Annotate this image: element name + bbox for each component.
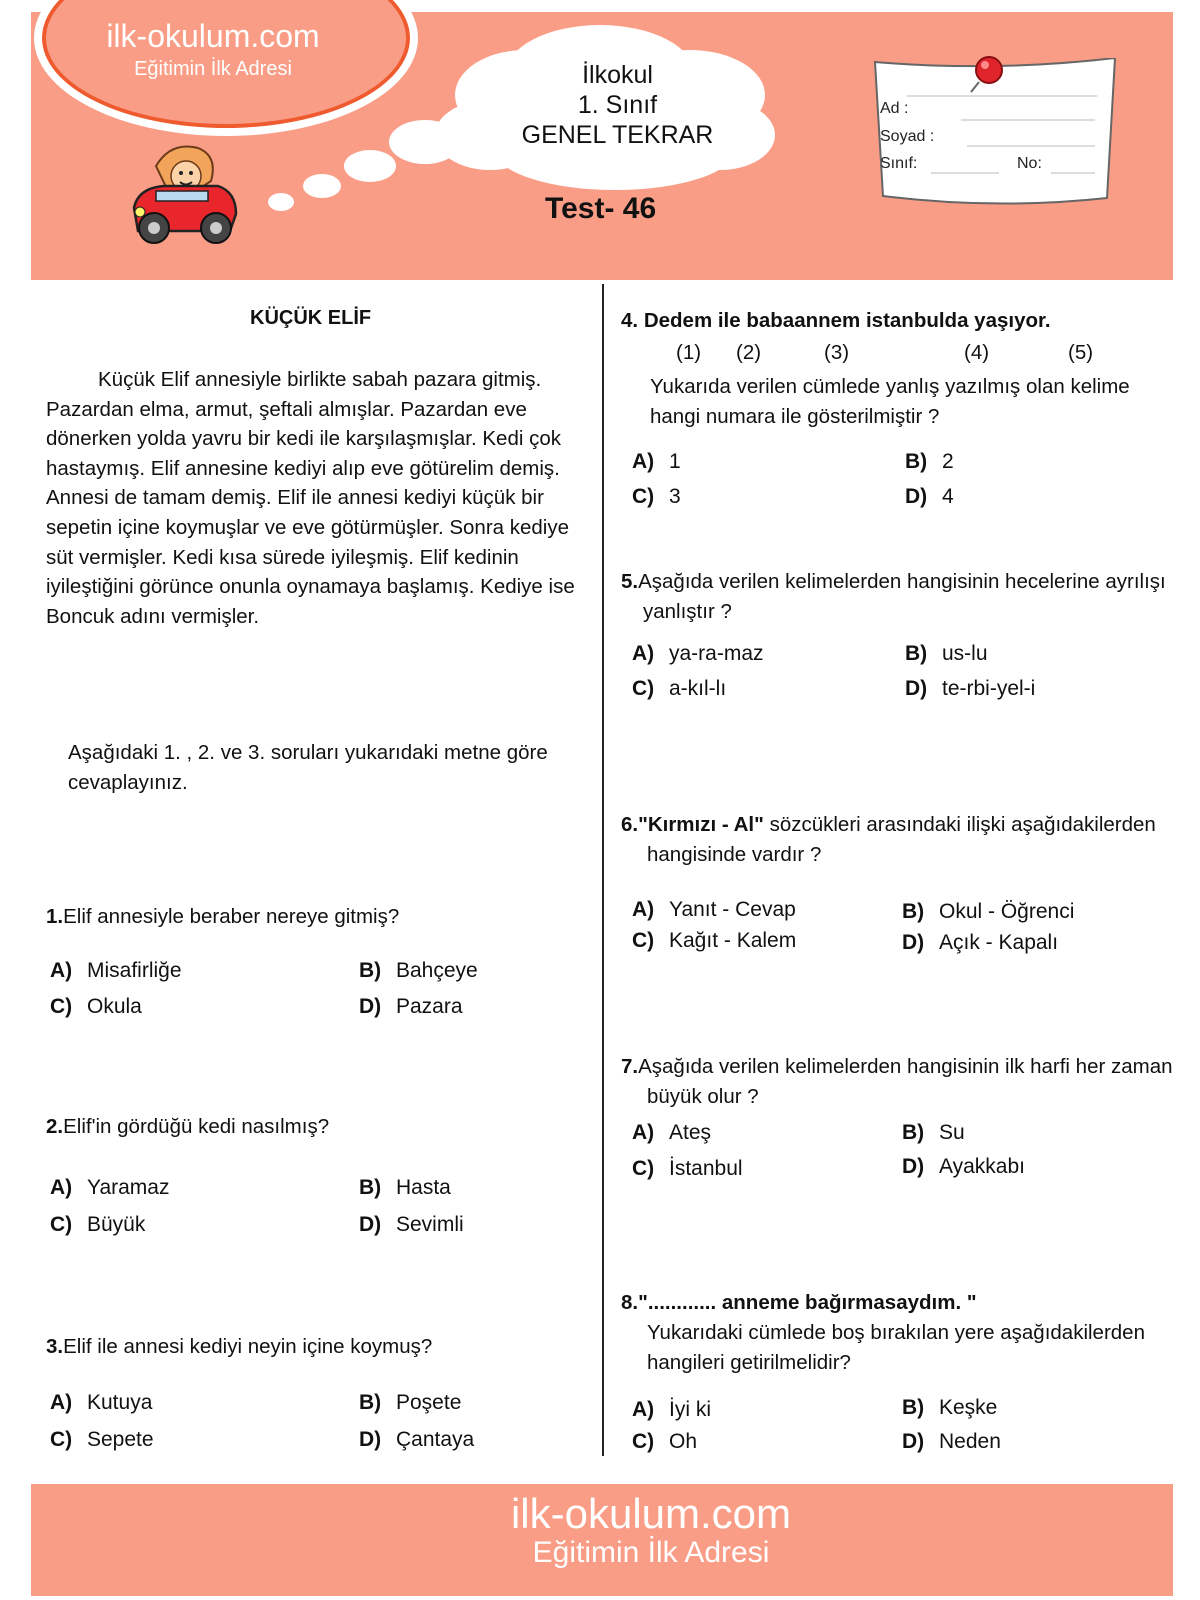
question-number: 2. <box>46 1115 64 1138</box>
option-text: 2 <box>942 450 954 473</box>
question-6-option-b[interactable] <box>902 900 1074 924</box>
question-5-option-c[interactable] <box>632 677 726 701</box>
question-4-option-d[interactable] <box>905 485 954 509</box>
footer-tagline: Eğitimin İlk Adresi <box>532 1536 770 1569</box>
question-4-option-c[interactable] <box>632 485 681 509</box>
option-letter: A) <box>632 1398 655 1421</box>
test-title: Test- 46 <box>545 192 657 225</box>
option-letter: B) <box>359 1176 382 1199</box>
option-text: İstanbul <box>669 1157 743 1180</box>
question-sentence: Dedem ile babaannem istanbulda yaşıyor. <box>643 309 1051 332</box>
option-letter: B) <box>902 900 925 923</box>
option-letter: D) <box>905 485 928 508</box>
option-text: 3 <box>669 485 681 508</box>
option-letter: C) <box>632 485 655 508</box>
question-quote: "............ anneme bağırmasaydım. " <box>638 1291 977 1314</box>
option-letter: C) <box>632 677 655 700</box>
question-text: Aşağıda verilen kelimelerden hangisinin hecelerine ayrılışı yanlıştır ? <box>638 570 1166 623</box>
question-6-option-a[interactable] <box>632 898 796 922</box>
footer-site[interactable]: ilk-okulum.com <box>510 1490 792 1537</box>
question-quote: "Kırmızı - Al" <box>638 813 764 836</box>
option-letter: B) <box>905 450 928 473</box>
option-letter: D) <box>359 995 382 1018</box>
question-number: 4. <box>621 309 639 332</box>
story-text <box>46 365 594 631</box>
option-text: Çantaya <box>396 1428 475 1451</box>
option-text: te-rbi-yel-i <box>942 677 1036 700</box>
story-paragraph: Küçük Elif annesiyle birlikte sabah pazara gitmiş. Pazardan elma, armut, şeftali almışlar. Pazardan eve dönerken yolda yavru bir kedi ile karşılaşmışlar. Kedi çok hastaymış. Elif annesine kediyi alıp eve götürelim demiş. Annesi de tamam demiş. Elif ile annesi kediyi küçük bir sepetin içine koymuşlar ve eve götürmüşler. Sonra kediye süt vermişler. Kedi kısa sürede iyileşmiş. Elif kedinin iyileştiğini görünce onunla oynamaya başlamış. Kediye ise Boncuk adını vermişler. <box>46 368 575 628</box>
option-text: 1 <box>669 450 681 473</box>
option-text: Pazara <box>396 995 463 1018</box>
question-4 <box>621 306 1051 336</box>
question-8 <box>621 1288 1187 1378</box>
pushpin-icon <box>965 52 1009 96</box>
option-text: Sevimli <box>396 1213 464 1236</box>
question-text: Aşağıda verilen kelimelerden hangisinin ilk harfi her zaman büyük olur ? <box>638 1055 1173 1108</box>
question-7 <box>621 1052 1192 1112</box>
question-number: 3. <box>46 1335 64 1358</box>
option-letter: C) <box>632 1157 655 1180</box>
question-4-option-a[interactable] <box>632 450 681 474</box>
option-text: Keşke <box>939 1396 998 1419</box>
question-6-option-d[interactable] <box>902 931 1058 955</box>
question-number: 7. <box>621 1055 639 1078</box>
question-number: 6. <box>621 813 639 836</box>
option-text: Açık - Kapalı <box>939 931 1059 954</box>
question-1-option-d[interactable] <box>359 995 463 1019</box>
question-text: sözcükleri arasındaki ilişki aşağıdakilerden hangisinde vardır ? <box>647 813 1156 866</box>
marker-5: (5) <box>1068 341 1094 364</box>
question-1-option-b[interactable] <box>359 959 478 983</box>
option-text: Sepete <box>87 1428 154 1451</box>
option-letter: A) <box>632 1121 655 1144</box>
question-text: Yukarıdaki cümlede boş bırakılan yere aşağıdakilerden hangileri getirilmelidir? <box>647 1321 1145 1374</box>
question-3-option-c[interactable] <box>50 1428 154 1452</box>
option-letter: C) <box>632 1430 655 1453</box>
question-7-option-c[interactable] <box>632 1157 743 1181</box>
option-text: Kağıt - Kalem <box>669 929 797 952</box>
story-title: KÜÇÜK ELİF <box>250 307 372 329</box>
option-text: ya-ra-maz <box>669 642 764 665</box>
question-1-option-c[interactable] <box>50 995 142 1019</box>
option-text: 4 <box>942 485 954 508</box>
option-letter: C) <box>50 995 73 1018</box>
question-3-option-b[interactable] <box>359 1391 461 1415</box>
option-letter: C) <box>50 1213 73 1236</box>
option-letter: A) <box>50 959 73 982</box>
option-letter: A) <box>632 898 655 921</box>
school-level: İlkokul <box>582 61 653 89</box>
option-text: Okula <box>87 995 142 1018</box>
question-8-option-b[interactable] <box>902 1396 997 1420</box>
question-4-option-b[interactable] <box>905 450 954 474</box>
question-2-option-d[interactable] <box>359 1213 464 1237</box>
option-text: Yanıt - Cevap <box>669 898 796 921</box>
question-3-option-d[interactable] <box>359 1428 474 1452</box>
brand-tagline: Eğitimin İlk Adresi <box>134 58 292 80</box>
question-5-option-b[interactable] <box>905 642 988 666</box>
option-letter: A) <box>50 1176 73 1199</box>
question-text: Elif annesiyle beraber nereye gitmiş? <box>63 905 400 928</box>
question-3 <box>46 1332 432 1362</box>
option-text: Ayakkabı <box>939 1155 1025 1178</box>
option-letter: D) <box>905 677 928 700</box>
question-8-option-d[interactable] <box>902 1430 1001 1454</box>
option-letter: A) <box>632 642 655 665</box>
question-4-prompt: Yukarıda verilen cümlede yanlış yazılmış olan kelime hangi numara ile gösterilmiştir ? <box>650 375 1130 428</box>
car-mascot-illustration <box>126 136 246 251</box>
class-label: Sınıf: <box>880 155 918 172</box>
marker-4: (4) <box>964 341 990 364</box>
question-number: 5. <box>621 570 639 593</box>
option-letter: A) <box>50 1391 73 1414</box>
question-5-option-a[interactable] <box>632 642 764 666</box>
question-5-option-d[interactable] <box>905 677 1035 701</box>
header-subject-block <box>490 60 745 150</box>
question-2 <box>46 1112 329 1142</box>
question-2-option-c[interactable] <box>50 1213 145 1237</box>
marker-1: (1) <box>676 341 702 364</box>
marker-2: (2) <box>736 341 762 364</box>
option-text: Su <box>939 1121 965 1144</box>
option-letter: C) <box>632 929 655 952</box>
option-letter: B) <box>902 1121 925 1144</box>
question-2-option-a[interactable] <box>50 1176 169 1200</box>
question-6 <box>621 810 1187 870</box>
question-7-option-a[interactable] <box>632 1121 711 1145</box>
marker-3: (3) <box>824 341 850 364</box>
column-divider <box>602 284 604 1456</box>
option-letter: D) <box>359 1213 382 1236</box>
option-text: Misafirliğe <box>87 959 182 982</box>
question-6-option-c[interactable] <box>632 929 796 953</box>
option-letter: C) <box>50 1428 73 1451</box>
option-letter: D) <box>359 1428 382 1451</box>
student-info-card <box>871 58 1121 215</box>
option-text: Hasta <box>396 1176 451 1199</box>
question-2-option-b[interactable] <box>359 1176 451 1200</box>
question-7-option-b[interactable] <box>902 1121 965 1145</box>
question-8-option-a[interactable] <box>632 1398 711 1422</box>
option-letter: D) <box>902 1155 925 1178</box>
question-text: Elif ile annesi kediyi neyin içine koymuş? <box>63 1335 433 1358</box>
option-text: Büyük <box>87 1213 146 1236</box>
option-text: Yaramaz <box>87 1176 170 1199</box>
option-letter: D) <box>902 1430 925 1453</box>
option-text: Okul - Öğrenci <box>939 900 1075 923</box>
option-text: Poşete <box>396 1391 462 1414</box>
question-number: 1. <box>46 905 64 928</box>
option-text: Bahçeye <box>396 959 478 982</box>
option-text: İyi ki <box>669 1398 711 1421</box>
option-letter: A) <box>632 450 655 473</box>
option-text: Neden <box>939 1430 1001 1453</box>
option-text: Ateş <box>669 1121 712 1144</box>
instruction-text: Aşağıdaki 1. , 2. ve 3. soruları yukarıdaki metne göre cevaplayınız. <box>68 741 548 794</box>
footer-band <box>31 1484 1173 1596</box>
grade: 1. Sınıf <box>577 91 658 119</box>
option-text: Kutuya <box>87 1391 153 1414</box>
option-letter: B) <box>359 959 382 982</box>
question-5 <box>621 567 1183 627</box>
question-text: Elif'in gördüğü kedi nasılmış? <box>63 1115 330 1138</box>
option-letter: B) <box>359 1391 382 1414</box>
name-label: Ad : <box>880 100 909 117</box>
question-1-option-a[interactable] <box>50 959 182 983</box>
number-label: No: <box>1017 155 1042 172</box>
surname-label: Soyad : <box>880 128 935 145</box>
option-letter: B) <box>905 642 928 665</box>
subject: GENEL TEKRAR <box>521 121 714 149</box>
question-1 <box>46 902 399 932</box>
option-letter: B) <box>902 1396 925 1419</box>
question-8-option-c[interactable] <box>632 1430 697 1454</box>
option-text: a-kıl-lı <box>669 677 727 700</box>
question-7-option-d[interactable] <box>902 1155 1025 1179</box>
option-text: Oh <box>669 1430 698 1453</box>
question-3-option-a[interactable] <box>50 1391 152 1415</box>
brand-site[interactable]: ilk-okulum.com <box>106 18 320 54</box>
question-number: 8. <box>621 1291 639 1314</box>
option-text: us-lu <box>942 642 988 665</box>
option-letter: D) <box>902 931 925 954</box>
